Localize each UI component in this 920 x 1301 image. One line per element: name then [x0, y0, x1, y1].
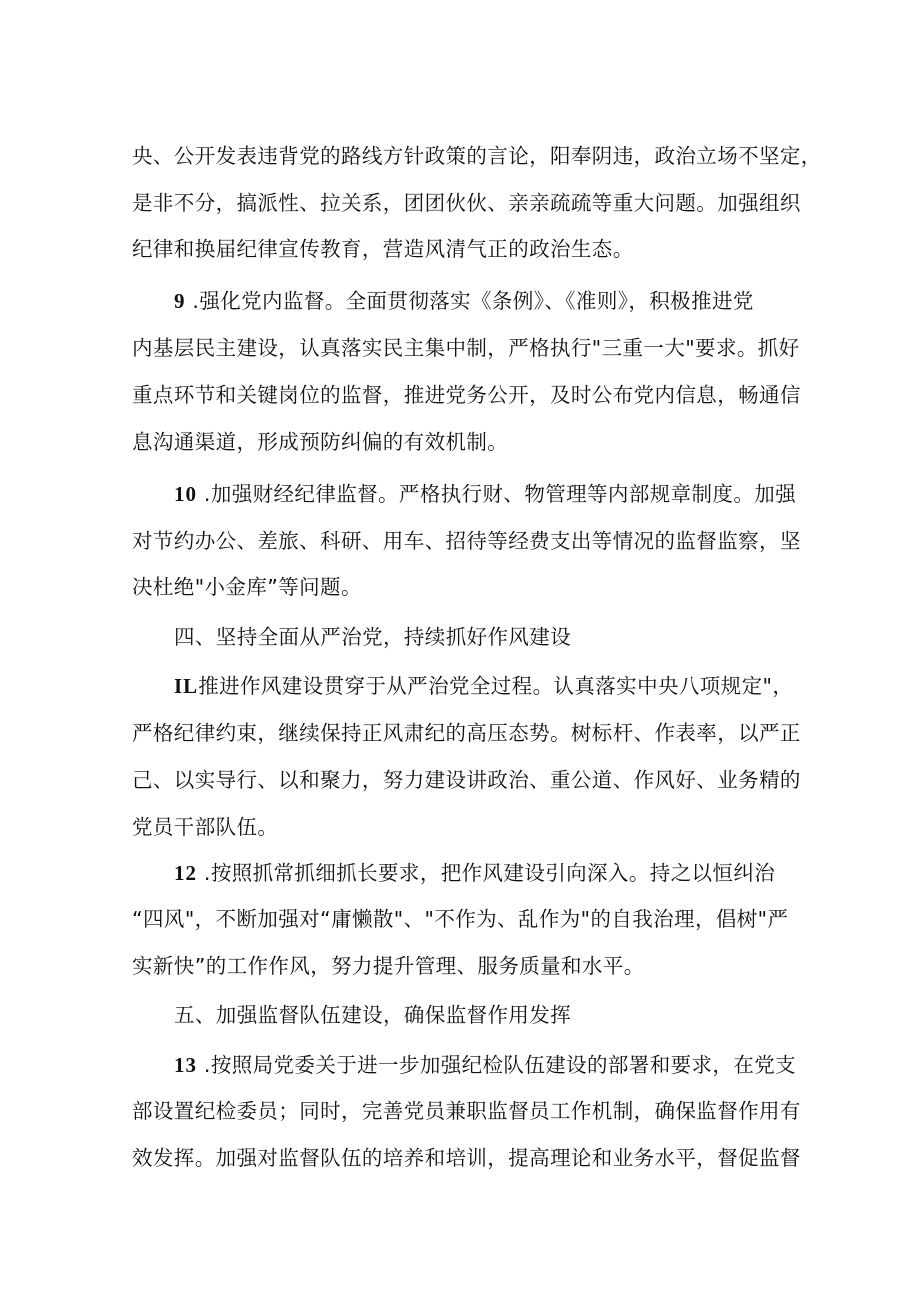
item-12-line-1	[174, 858, 775, 888]
item-11-line-1	[174, 671, 793, 701]
item-11-text: 推进作风建设贯穿于从严治党全过程。认真落实中央八项规定"，	[198, 674, 794, 698]
item-12-text: .按照抓常抓细抓长要求，把作风建设引向深入。持之以恒纠治	[197, 861, 776, 885]
paragraph-1-line-3: 纪律和换届纪律宣传教育，营造风清气正的政治生态。	[132, 237, 634, 261]
item-12-number: 12	[174, 861, 197, 885]
section-heading-5: 五、加强监督队伍建设，确保监督作用发挥	[174, 1003, 572, 1027]
item-13-line-2: 部设置纪检委员；同时，完善党员兼职监督员工作机制，确保监督作用有	[132, 1099, 801, 1123]
section-heading-4: 四、坚持全面从严治党，持续抓好作风建设	[174, 625, 572, 649]
item-10-line-1	[174, 479, 796, 509]
item-10-line-2: 对节约办公、差旅、科研、用车、招待等经费支出等情况的监督监察，坚	[132, 529, 801, 553]
item-13-line-1	[174, 1050, 796, 1080]
item-12-line-2: “四风"，不断加强对“庸懒散"、"不作为、乱作为"的自我治理，倡树"严	[132, 907, 789, 931]
item-13-line-3: 效发挥。加强对监督队伍的培养和培训，提高理论和业务水平，督促监督	[132, 1146, 801, 1170]
item-11-line-4: 党员干部队伍。	[132, 815, 279, 839]
item-10-number: 10	[174, 482, 197, 506]
item-11-line-3: 己、以实导行、以和聚力，努力建设讲政治、重公道、作风好、业务精的	[132, 768, 801, 792]
item-12-line-3: 实新快”的工作作风，努力提升管理、服务质量和水平。	[132, 954, 645, 978]
item-13-text: .按照局党委关于进一步加强纪检队伍建设的部署和要求，在党支	[197, 1053, 797, 1077]
item-11-line-2: 严格纪律约束，继续保持正风肃纪的高压态势。树标杆、作表率，以严正	[132, 721, 801, 745]
item-10-text: .加强财经纪律监督。严格执行财、物管理等内部规章制度。加强	[197, 482, 797, 506]
item-9-number: 9	[174, 289, 186, 313]
item-9-line-2: 内基层民主建设，认真落实民主集中制，严格执行"三重一大"要求。抓好	[132, 336, 800, 360]
item-9-line-1	[174, 286, 754, 316]
paragraph-1-line-2: 是非不分，搞派性、拉关系，团团伙伙、亲亲疏疏等重大问题。加强组织	[132, 191, 801, 215]
item-10-line-3: 决杜绝"小金库”等问题。	[132, 575, 362, 599]
item-9-text: .强化党内监督。全面贯彻落实《条例》、《准则》，积极推进党	[185, 289, 754, 313]
item-9-line-3: 重点环节和关键岗位的监督，推进党务公开，及时公布党内信息，畅通信	[132, 383, 801, 407]
paragraph-1-line-1: 央、公开发表违背党的路线方针政策的言论，阳奉阴违，政治立场不坚定，	[132, 144, 822, 168]
item-9-line-4: 息沟通渠道，形成预防纠偏的有效机制。	[132, 430, 509, 454]
item-13-number: 13	[174, 1053, 197, 1077]
item-11-number: IL	[174, 674, 199, 698]
